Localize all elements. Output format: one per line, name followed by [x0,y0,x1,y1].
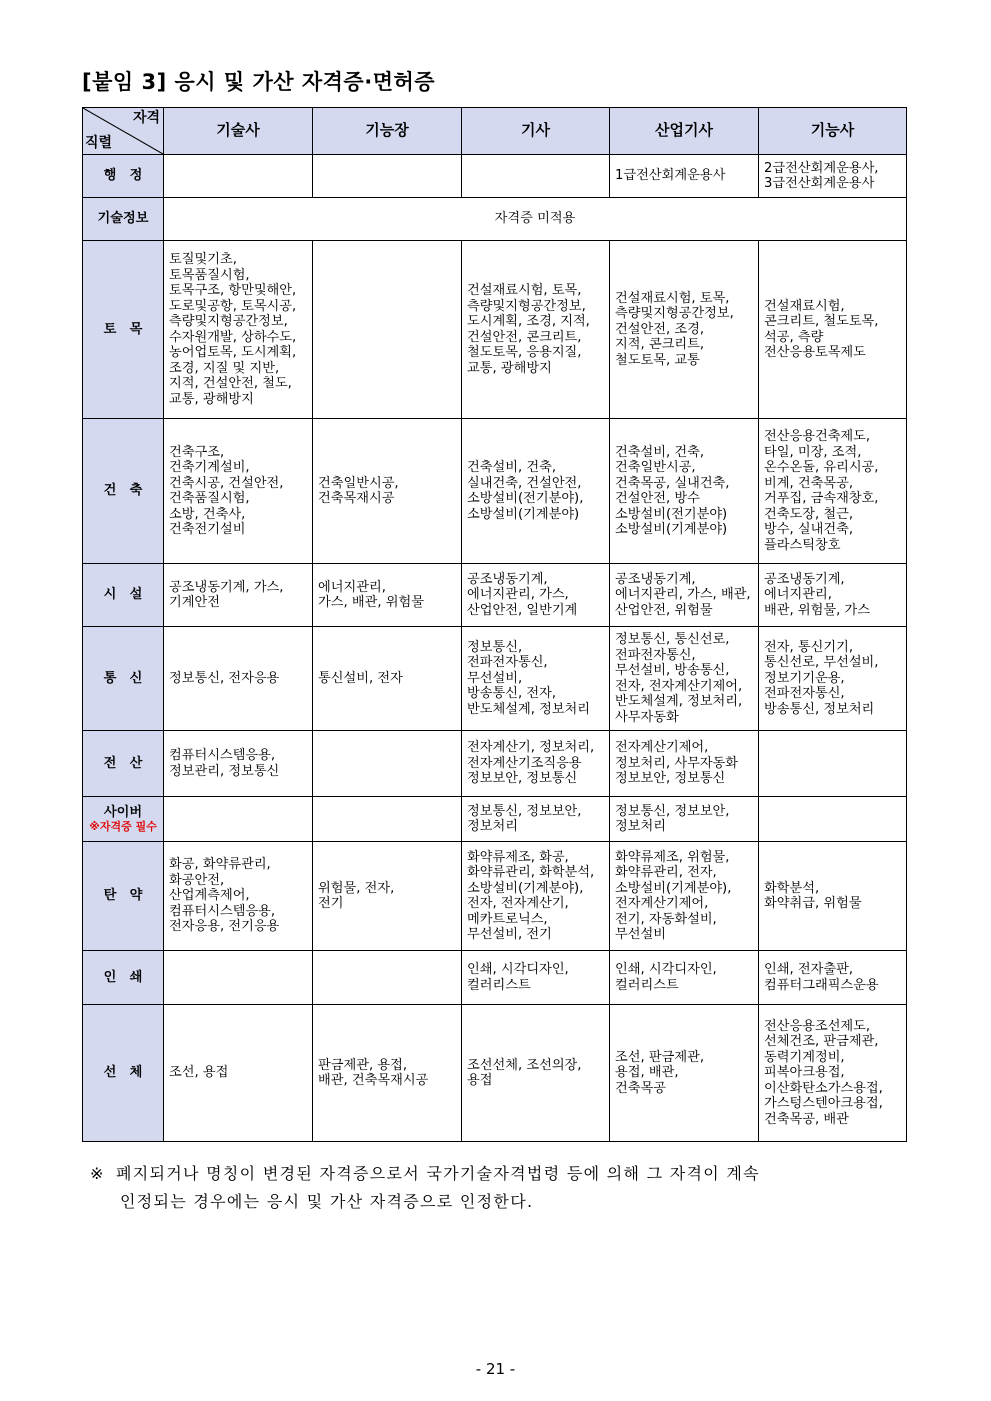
qualification-cell: 화공, 화약류관리, 화공안전, 산업계측제어, 컴퓨터시스템응용, 전자응용, 전기응용 [164,842,313,951]
qualification-cell: 전자계산기제어, 정보처리, 사무자동화 정보보안, 정보통신 [610,731,759,797]
qualification-cell: 화약류제조, 화공, 화약류관리, 화학분석, 소방설비(기계분야), 전자, 전자계산기, 메카트로닉스, 무선설비, 전기 [462,842,610,951]
qualification-cell: 건축구조, 건축기계설비, 건축시공, 건설안전, 건축품질시험, 소방, 건축사, 건축전기설비 [164,419,313,564]
column-header: 산업기사 [610,108,759,155]
qualification-cell: 화약류제조, 위험물, 화약류관리, 전자, 소방설비(기계분야), 전자계산기제어, 전기, 자동화설비, 무선설비 [610,842,759,951]
job-category-cell [83,951,164,1005]
qualification-cell [313,797,462,842]
job-category-cell [83,731,164,797]
qualification-cell [462,155,610,198]
column-header: 기능사 [759,108,907,155]
note-line-1: 폐지되거나 명칭이 변경된 자격증으로서 국가기술자격법령 등에 의해 그 자격이 계속 [116,1164,760,1183]
corner-label-job: 직렬 [85,134,113,151]
qualification-cell: 정보통신, 정보보안, 정보처리 [610,797,759,842]
qualification-cell: 2급전산회계운용사, 3급전산회계운용사 [759,155,907,198]
certificate-table [82,107,907,1142]
job-category-cell [83,241,164,419]
qualification-cell: 건축설비, 건축, 실내건축, 건설안전, 소방설비(전기분야), 소방설비(기계분야) [462,419,610,564]
job-category-label: 선 체 [103,1065,143,1081]
job-category-cell [83,797,164,842]
job-category-label: 탄 약 [103,888,143,904]
qualification-cell: 조선선체, 조선의장, 용접 [462,1005,610,1142]
table-row [83,797,907,842]
job-category-label: 사이버 [103,805,143,821]
qualification-cell: 전자, 통신기기, 통신선로, 무선설비, 정보기기운용, 전파전자통신, 방송통신, 정보처리 [759,627,907,731]
job-category-cell [83,155,164,198]
footnote [90,1160,920,1216]
table-row [83,241,907,419]
qualification-cell: 컴퓨터시스템응용, 정보관리, 정보통신 [164,731,313,797]
job-category-label: 기술정보 [97,211,149,227]
note-mark: ※ [90,1164,105,1183]
table-row [83,155,907,198]
qualification-cell: 건축일반시공, 건축목재시공 [313,419,462,564]
job-category-label: 토 목 [103,321,143,337]
job-category-cell [83,198,164,241]
qualification-cell [313,731,462,797]
qualification-cell: 1급전산회계운용사 [610,155,759,198]
column-header: 기술사 [164,108,313,155]
qualification-cell: 인쇄, 전자출판, 컴퓨터그래픽스운용 [759,951,907,1005]
qualification-cell [759,797,907,842]
note-line-2: 인정되는 경우에는 응시 및 가산 자격증으로 인정한다. [120,1192,534,1211]
job-category-label: 시 설 [103,587,143,603]
table-row [83,198,907,241]
qualification-cell [313,241,462,419]
qualification-cell [164,951,313,1005]
qualification-cell: 에너지관리, 가스, 배관, 위험물 [313,564,462,627]
page-title: [붙임 3] 응시 및 가산 자격증·면허증 [82,70,436,94]
table-row [83,951,907,1005]
column-header: 기사 [462,108,610,155]
table-row [83,419,907,564]
qualification-cell: 화학분석, 화약취급, 위험물 [759,842,907,951]
merged-cell: 자격증 미적용 [164,198,907,241]
column-header: 기능장 [313,108,462,155]
qualification-cell: 공조냉동기계, 에너지관리, 가스, 산업안전, 일반기계 [462,564,610,627]
corner-header-cell [83,108,164,155]
qualification-cell: 전자계산기, 정보처리, 전자계산기조직응용 정보보안, 정보통신 [462,731,610,797]
qualification-cell: 공조냉동기계, 에너지관리, 배관, 위험물, 가스 [759,564,907,627]
qualification-cell: 건설재료시험, 콘크리트, 철도토목, 석공, 측량 전산응용토목제도 [759,241,907,419]
qualification-cell: 조선, 용접 [164,1005,313,1142]
job-category-label: 건 축 [103,483,143,499]
job-category-label: 전 산 [103,755,143,771]
qualification-cell [759,731,907,797]
qualification-cell: 정보통신, 전파전자통신, 무선설비, 방송통신, 전자, 반도체설계, 정보처리 [462,627,610,731]
table-header-row [83,108,907,155]
table-row [83,842,907,951]
job-category-cell [83,564,164,627]
job-category-cell [83,842,164,951]
table-row [83,627,907,731]
qualification-cell [164,797,313,842]
qualification-cell: 건축설비, 건축, 건축일반시공, 건축목공, 실내건축, 건설안전, 방수 소방설비(전기분야) 소방설비(기계분야) [610,419,759,564]
table-row [83,731,907,797]
qualification-cell: 인쇄, 시각디자인, 컬러리스트 [462,951,610,1005]
qualification-cell: 토질및기초, 토목품질시험, 토목구조, 항만및해안, 도로및공항, 토목시공, 측량및지형공간정보, 수자원개발, 상하수도, 농어업토목, 도시계획, 조경, 지질 및 지반, 지적, 건설안전, 철도, 교통, 광해방지 [164,241,313,419]
qualification-cell: 인쇄, 시각디자인, 컬러리스트 [610,951,759,1005]
qualification-cell: 정보통신, 정보보안, 정보처리 [462,797,610,842]
job-category-cell [83,627,164,731]
qualification-cell: 조선, 판금제관, 용접, 배관, 건축목공 [610,1005,759,1142]
job-category-cell [83,1005,164,1142]
qualification-cell: 건설재료시험, 토목, 측량및지형공간정보, 건설안전, 조경, 지적, 콘크리트, 철도토목, 교통 [610,241,759,419]
qualification-cell: 공조냉동기계, 에너지관리, 가스, 배관, 산업안전, 위험물 [610,564,759,627]
page-number: - 21 - [475,1360,516,1378]
table-row [83,1005,907,1142]
qualification-cell [313,155,462,198]
corner-label-qualification: 자격 [132,110,160,126]
job-category-label: 행 정 [103,168,143,184]
qualification-cell: 전산응용건축제도, 타일, 미장, 조적, 온수온돌, 유리시공, 비계, 건축목공, 거푸집, 금속재창호, 건축도장, 철근, 방수, 실내건축, 플라스틱창호 [759,419,907,564]
job-category-label: 통 신 [103,670,143,686]
job-category-label: 인 쇄 [103,969,143,985]
qualification-cell: 건설재료시험, 토목, 측량및지형공간정보, 도시계획, 조경, 지적, 건설안전, 콘크리트, 철도토목, 응용지질, 교통, 광해방지 [462,241,610,419]
job-category-cell [83,419,164,564]
qualification-cell: 정보통신, 통신선로, 전파전자통신, 무선설비, 방송통신, 전자, 전자계산기제어, 반도체설계, 정보처리, 사무자동화 [610,627,759,731]
table-row [83,564,907,627]
qualification-cell [313,951,462,1005]
qualification-cell: 전산응용조선제도, 선체건조, 판금제관, 동력기계정비, 피복아크용접, 이산화탄소가스용접, 가스텅스텐아크용접, 건축목공, 배관 [759,1005,907,1142]
qualification-cell: 판금제관, 용접, 배관, 건축목재시공 [313,1005,462,1142]
qualification-cell: 공조냉동기계, 가스, 기계안전 [164,564,313,627]
qualification-cell: 통신설비, 전자 [313,627,462,731]
qualification-cell: 정보통신, 전자응용 [164,627,313,731]
qualification-cell: 위험물, 전자, 전기 [313,842,462,951]
qualification-cell [164,155,313,198]
required-note: ※자격증 필수 [89,819,157,833]
